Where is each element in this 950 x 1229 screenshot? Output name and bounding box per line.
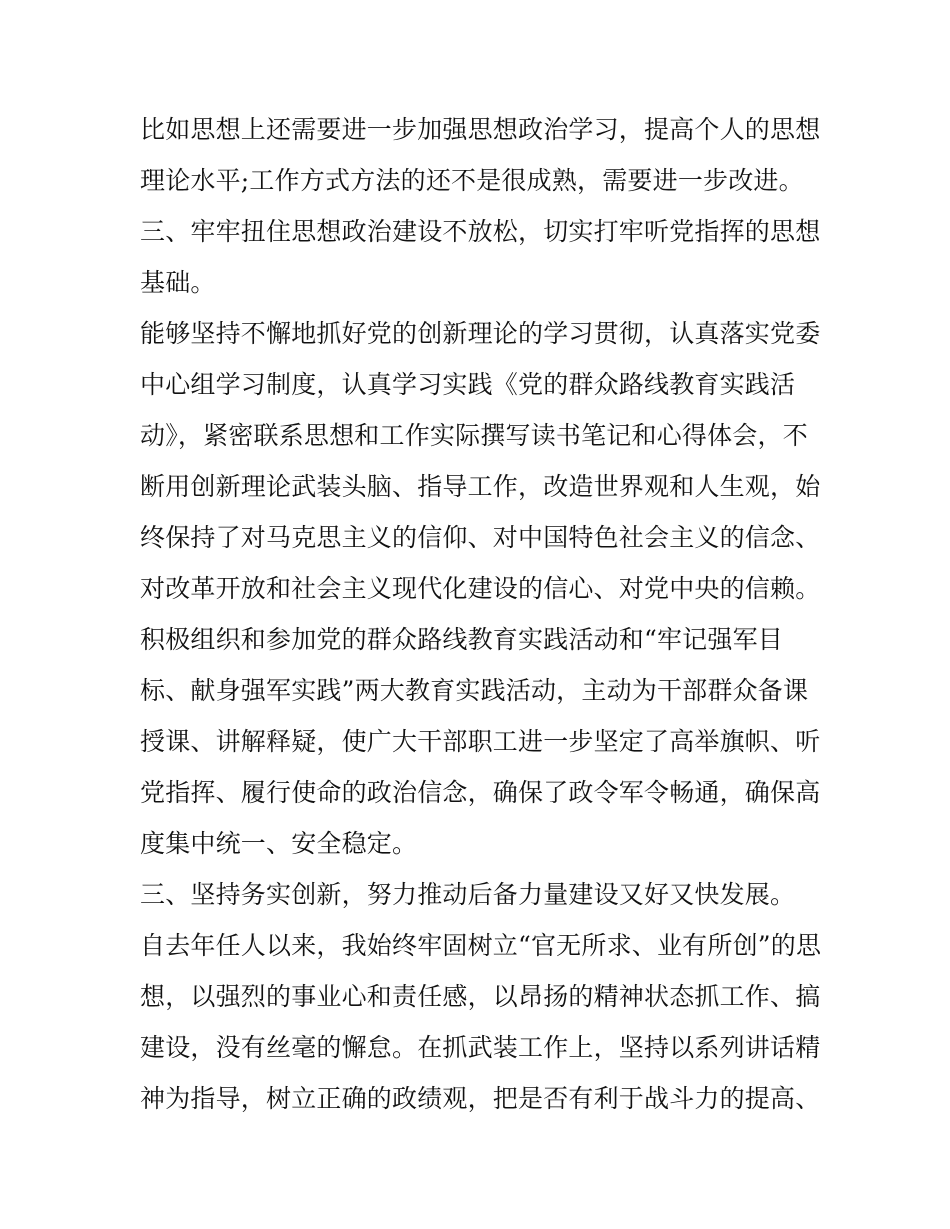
section-heading-line: 三、牢牢扭住思想政治建设不放松，切实打牢听党指挥的思想: [140, 217, 821, 246]
section-heading-line: 基础。: [140, 268, 216, 297]
text-line: 断用创新理论武装头脑、指导工作，改造世界观和人生观，始: [140, 472, 821, 501]
text-line: 授课、讲解释疑，使广大干部职工进一步坚定了高举旗帜、听: [140, 727, 821, 756]
text-line: 神为指导，树立正确的政绩观，把是否有利于战斗力的提高、: [140, 1084, 821, 1113]
text-line: 党指挥、履行使命的政治信念，确保了政令军令畅通，确保高: [140, 778, 821, 807]
text-line: 能够坚持不懈地抓好党的创新理论的学习贯彻，认真落实党委: [140, 319, 821, 348]
text-line: 自去年任人以来，我始终牢固树立“官无所求、业有所创”的思: [140, 931, 822, 960]
text-line: 积极组织和参加党的群众路线教育实践活动和“牢记强军目: [140, 625, 783, 654]
text-line: 终保持了对马克思主义的信仰、对中国特色社会主义的信念、: [140, 523, 821, 552]
text-line: 中心组学习制度，认真学习实践《党的群众路线教育实践活: [140, 370, 796, 399]
text-line: 理论水平;工作方式方法的还不是很成熟，需要进一步改进。: [140, 166, 804, 195]
text-line: 对改革开放和社会主义现代化建设的信心、对党中央的信赖。: [140, 574, 821, 603]
document-body: [140, 108, 830, 1128]
text-line: 比如思想上还需要进一步加强思想政治学习，提高个人的思想: [140, 115, 821, 144]
text-line: 动》，紧密联系思想和工作实际撰写读书笔记和心得体会，不: [140, 421, 808, 450]
text-line: 标、献身强军实践”两大教育实践活动，主动为干部群众备课: [140, 676, 809, 705]
section-heading-line: 三、坚持务实创新，努力推动后备力量建设又好又快发展。: [140, 880, 796, 909]
text-line: 想，以强烈的事业心和责任感，以昂扬的精神状态抓工作、搞: [140, 982, 821, 1011]
text-line: 度集中统一、安全稳定。: [140, 829, 418, 858]
text-line: 建设，没有丝毫的懈怠。在抓武装工作上，坚持以系列讲话精: [140, 1033, 821, 1062]
